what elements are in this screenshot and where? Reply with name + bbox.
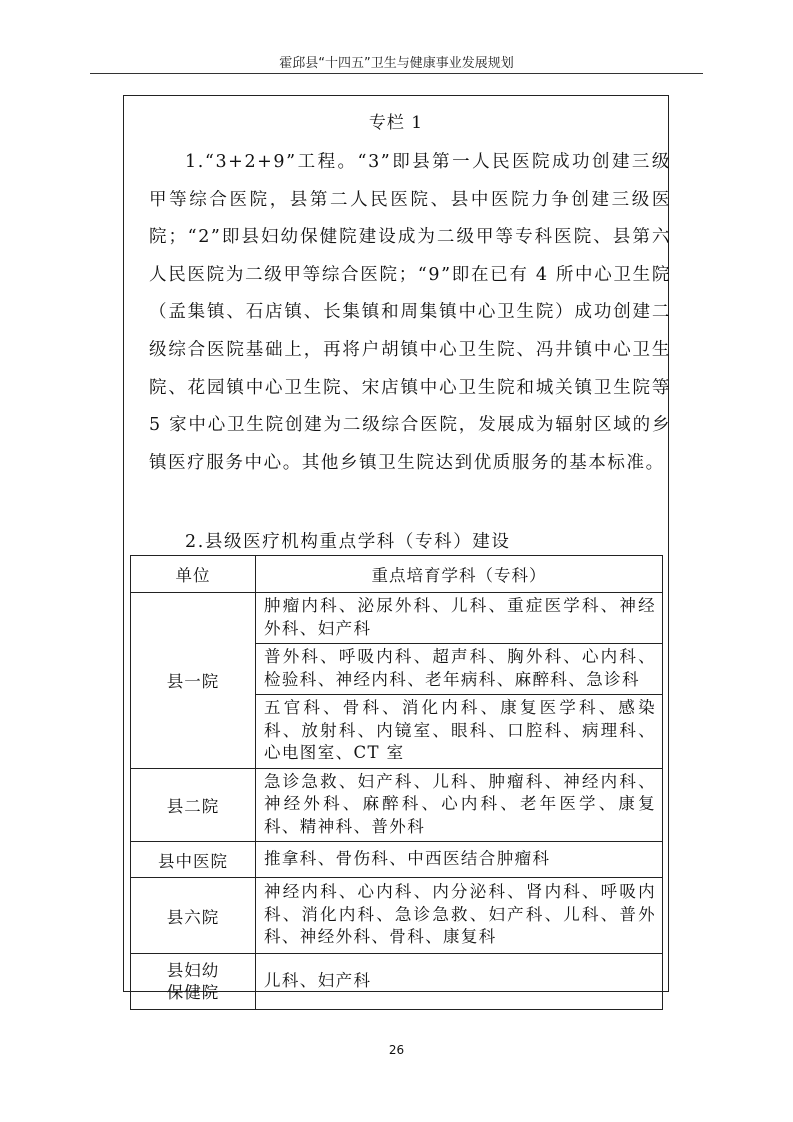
- unit-cell: 县一院: [131, 593, 256, 769]
- unit-cell: 县二院: [131, 768, 256, 842]
- discipline-cell: 普外科、呼吸内科、超声科、胸外科、心内科、检验科、神经内科、老年病科、麻醉科、急诊科: [256, 644, 663, 695]
- header-disciplines: 重点培育学科（专科）: [256, 556, 663, 593]
- discipline-table: [130, 555, 663, 1010]
- unit-cell: [131, 954, 256, 1010]
- table-row: [131, 593, 663, 644]
- running-header: 霍邱县“十四五”卫生与健康事业发展规划: [279, 56, 514, 71]
- table-row: [131, 878, 663, 954]
- discipline-subheading: 2.县级医疗机构重点学科（专科）建设: [185, 532, 511, 552]
- column-box: [123, 95, 671, 1002]
- table-header-row: [131, 556, 663, 593]
- unit-cell: 县六院: [131, 878, 256, 954]
- unit-line: 保健院: [166, 982, 220, 1002]
- column-title: 专栏 1: [368, 113, 424, 133]
- unit-cell: 县中医院: [131, 842, 256, 878]
- page-number: 26: [388, 1043, 405, 1057]
- discipline-cell: 急诊急救、妇产科、儿科、肿瘤科、神经内科、神经外科、麻醉科、心内科、老年医学、康复科、精神科、普外科: [256, 768, 663, 842]
- table-row: [131, 768, 663, 842]
- discipline-cell: 神经内科、心内科、内分泌科、肾内科、呼吸内科、消化内科、急诊急救、妇产科、儿科、普外科、神经外科、骨科、康复科: [256, 878, 663, 954]
- discipline-cell: 肿瘤内科、泌尿外科、儿科、重症医学科、神经外科、妇产科: [256, 593, 663, 644]
- discipline-cell: 推拿科、骨伤科、中西医结合肿瘤科: [256, 842, 663, 878]
- program-paragraph: 1.“3+2+9”工程。“3”即县第一人民医院成功创建三级甲等综合医院，县第二人民医院、县中医院力争创建三级医院；“2”即县妇幼保健院建设成为二级甲等专科医院、县第六人民医院为二级甲等综合医院；“9”即在已有 4 所中心卫生院（孟集镇、石店镇、长集镇和周集镇中心卫生院）成功创建二级综合医院基础上，再将户胡镇中心卫生院、冯井镇中心卫生院、花园镇中心卫生院、宋店镇中心卫生院和城关镇卫生院等 5 家中心卫生院创建为二级综合医院，发展成为辐射区域的乡镇医疗服务中心。其他乡镇卫生院达到优质服务的基本标准。: [149, 152, 671, 473]
- table-row: [131, 954, 663, 1010]
- discipline-cell: 五官科、骨科、消化内科、康复医学科、感染科、放射科、内镜室、眼科、口腔科、病理科、心电图室、CT 室: [256, 695, 663, 769]
- table-row: [131, 842, 663, 878]
- unit-line: 县妇幼: [166, 960, 220, 980]
- header-unit: 单位: [131, 556, 256, 593]
- header-rule: [90, 73, 703, 74]
- discipline-cell: 儿科、妇产科: [256, 954, 663, 1010]
